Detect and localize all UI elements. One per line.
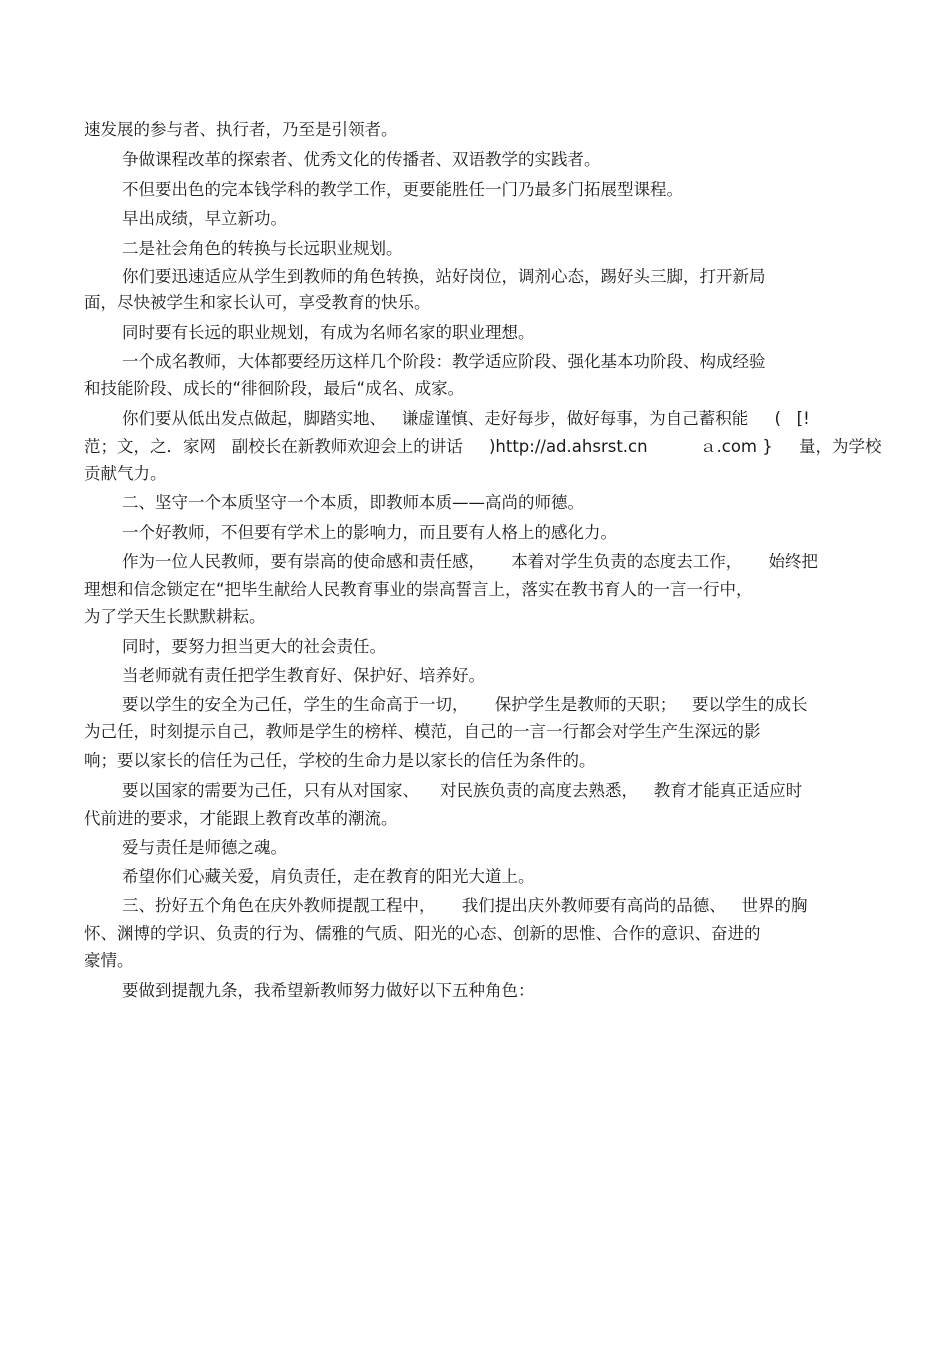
text-line: 为了学天生长默默耕耘。 bbox=[84, 607, 266, 626]
text-line: 和技能阶段、成长的“徘徊阶段，最后“成名、成家。 bbox=[84, 379, 465, 398]
text-line: 作为一位人民教师，要有崇高的使命感和责任感， 本着对学生负责的态度去工作， 始终把 bbox=[122, 552, 818, 571]
text-line: 贡献气力。 bbox=[84, 464, 167, 483]
text-line: 一个好教师，不但要有学术上的影响力，而且要有人格上的感化力。 bbox=[122, 523, 617, 542]
text-line: 面，尽快被学生和家长认可，享受教育的快乐。 bbox=[84, 293, 431, 312]
text-line: 一个成名教师，大体都要经历这样几个阶段：教学适应阶段、强化基本功阶段、构成经验 bbox=[122, 352, 766, 371]
text-line: 同时要有长远的职业规划，有成为名师名家的职业理想。 bbox=[122, 323, 535, 342]
text-line: 要做到提靓九条，我希望新教师努力做好以下五种角色： bbox=[122, 981, 535, 1000]
text-line: 速发展的参与者、执行者，乃至是引领者。 bbox=[84, 120, 398, 139]
text-line: 希望你们心藏关爱，肩负责任，走在教育的阳光大道上。 bbox=[122, 867, 535, 886]
text-line: 范；文，之．家网 副校长在新教师欢迎会上的讲话 )http://ad.ahsrst.cn ａ.com } 量，为学校 bbox=[84, 437, 882, 456]
text-line: 要以国家的需要为己任，只有从对国家、 对民族负责的高度去熟悉， 教育才能真正适应时 bbox=[122, 781, 803, 800]
text-line: 豪情。 bbox=[84, 951, 134, 970]
text-line: 为己任，时刻提示自己，教师是学生的榜样、模范，自己的一言一行都会对学生产生深远的影 bbox=[84, 722, 761, 741]
text-line: 爱与责任是师德之魂。 bbox=[122, 838, 287, 857]
text-line: 争做课程改革的探索者、优秀文化的传播者、双语教学的实践者。 bbox=[122, 150, 601, 169]
text-line: 不但要出色的完本钱学科的教学工作，更要能胜任一门乃最多门拓展型课程。 bbox=[122, 180, 683, 199]
text-line: 二、坚守一个本质坚守一个本质，即教师本质——高尚的师德。 bbox=[122, 493, 584, 512]
text-line: 怀、渊博的学识、负责的行为、儒雅的气质、阳光的心态、创新的思惟、合作的意识、奋进的 bbox=[84, 924, 761, 943]
text-line: 响；要以家长的信任为己任，学校的生命力是以家长的信任为条件的。 bbox=[84, 751, 596, 770]
text-line: 你们要迅速适应从学生到教师的角色转换，站好岗位，调剂心态，踢好头三脚，打开新局 bbox=[122, 267, 766, 286]
text-line: 早出成绩，早立新功。 bbox=[122, 209, 287, 228]
text-line: 要以学生的安全为己任，学生的生命高于一切， 保护学生是教师的天职； 要以学生的成长 bbox=[122, 695, 808, 714]
text-line: 你们要从低出发点做起，脚踏实地、 谦虚谨慎、走好每步，做好每事，为自己蓄积能 ( [! bbox=[122, 409, 810, 428]
text-line: 代前进的要求，才能跟上教育改革的潮流。 bbox=[84, 809, 398, 828]
text-line: 三、扮好五个角色在庆外教师提靓工程中， 我们提出庆外教师要有高尚的品德、 世界的胸 bbox=[122, 896, 808, 915]
text-line: 理想和信念锁定在“把毕生献给人民教育事业的崇高誓言上，落实在教书育人的一言一行中， bbox=[84, 580, 753, 599]
text-line: 二是社会角色的转换与长远职业规划。 bbox=[122, 239, 403, 258]
text-line: 同时，要努力担当更大的社会责任。 bbox=[122, 637, 386, 656]
text-line: 当老师就有责任把学生教育好、保护好、培养好。 bbox=[122, 666, 485, 685]
